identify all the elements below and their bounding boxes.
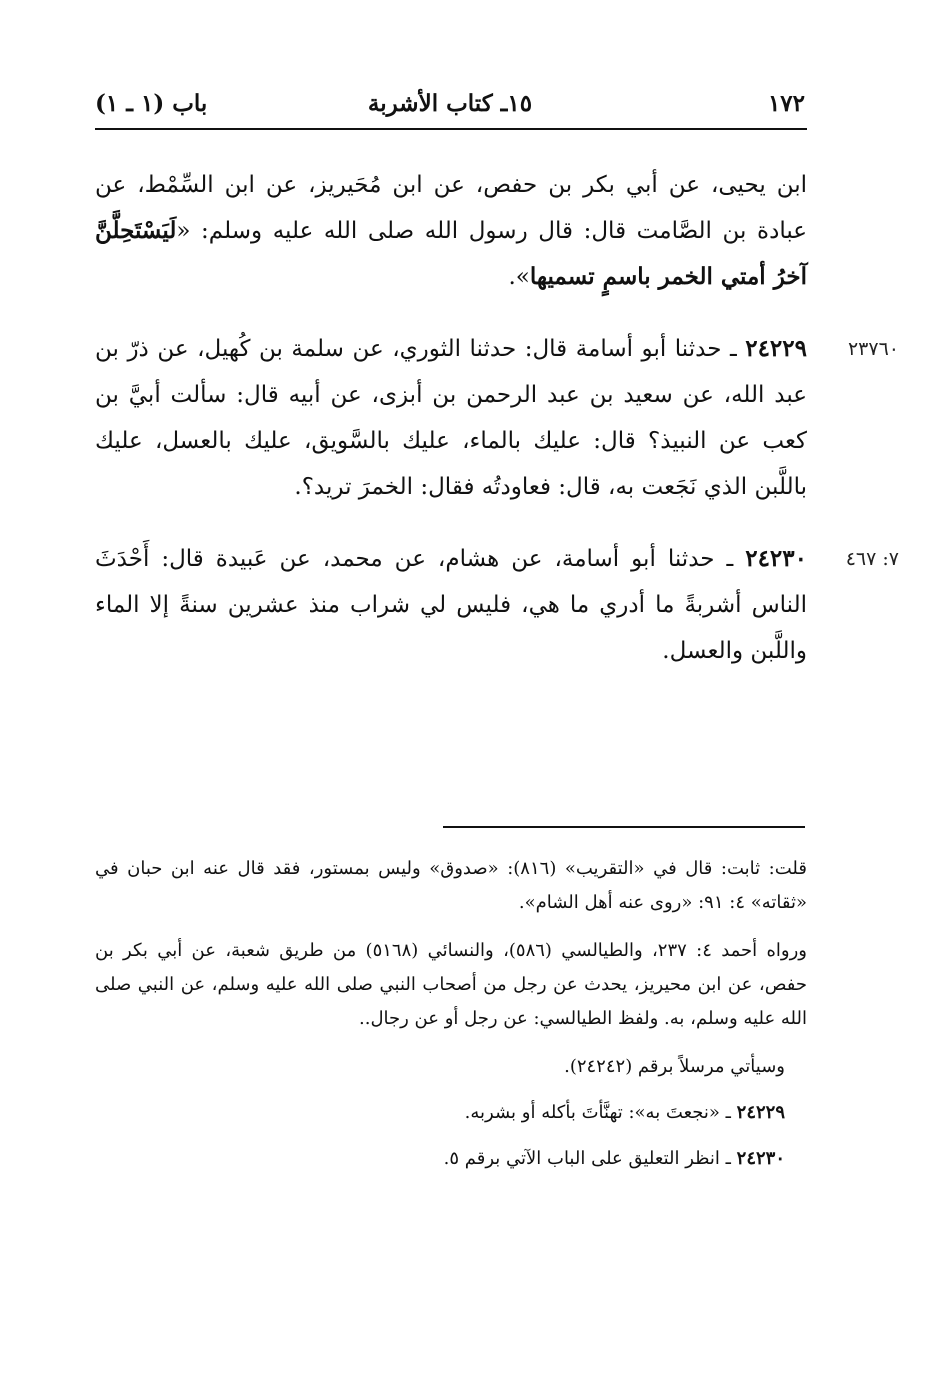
hadith-text-end: ». <box>508 264 530 290</box>
footnote <box>95 1142 807 1176</box>
footnote: وسيأتي مرسلاً برقم (٢٤٢٤٢). <box>564 1056 785 1077</box>
footnote-separator <box>443 826 805 828</box>
footnote-text: ـ انظر التعليق على الباب الآتي برقم ٥. <box>443 1148 737 1169</box>
hadith-24229 <box>95 326 899 510</box>
footnote-text: ـ «نجعتَ به»: تهنَّأتَ بأكله أو بشربه. <box>464 1102 737 1123</box>
chapter-label: باب (١ ـ ١) <box>95 90 208 117</box>
hadith-24230 <box>95 536 899 674</box>
footnote <box>95 1096 807 1130</box>
margin-reference: ٧: ٤٦٧ <box>845 548 899 570</box>
footnotes <box>95 852 807 1188</box>
hadith-text: ـ حدثنا أبو أسامة، عن هشام، عن محمد، عن عَبيدة قال: أَحْدَثَ الناس أشربةً ما أدري ما هي، فليس لي شراب منذ عشرين سنةً إلا الماء واللَّبن والعسل. <box>95 546 807 664</box>
footnote: قلت: ثابت: قال في «التقريب» (٨١٦): «صدوق» وليس بمستور، فقد قال عنه ابن حبان في «ثقاته» ٤: ٩١: «روى عنه أهل الشام». <box>95 858 807 913</box>
hadith-quote: لَيَسْتَحِلَّنَّ آخرُ أمتي الخمر باسمٍ تسميها <box>95 217 807 290</box>
margin-reference: ٢٣٧٦٠ <box>847 338 899 360</box>
hadith-text: ابن يحيى، عن أبي بكر بن حفص، عن ابن مُحَيريز، عن ابن السِّمْط، عن عبادة بن الصَّامت قال: قال رسول الله صلى الله عليه وسلم: « <box>95 172 807 244</box>
page-number: ١٧٢ <box>767 90 805 117</box>
footnote-number: ٢٤٢٢٩ <box>736 1102 785 1123</box>
hadith-number: ٢٤٢٢٩ <box>745 335 807 362</box>
footnote: ورواه أحمد ٤: ٢٣٧، والطيالسي (٥٨٦)، والنسائي (٥١٦٨) من طريق شعبة، عن أبي بكر بن حفص، عن ابن محيريز، يحدث عن رجل من أصحاب النبي صلى الله عليه وسلم، عن النبي صلى الله عليه وسلم، به. ولفظ الطيالسي: عن رجل أو عن رجال.. <box>95 940 807 1029</box>
footnote-number: ٢٤٢٣٠ <box>736 1148 785 1169</box>
hadith-continuation <box>95 162 807 300</box>
header-rule <box>95 128 807 130</box>
book-title: ١٥ـ كتاب الأشربة <box>367 90 533 117</box>
running-header <box>95 84 805 124</box>
hadith-number: ٢٤٢٣٠ <box>745 545 807 572</box>
hadith-text: ـ حدثنا أبو أسامة قال: حدثنا الثوري، عن سلمة بن كُهيل، عن ذرّ بن عبد الله، عن سعيد بن عبد الرحمن بن أبزى، عن أبيه قال: سألت أبيَّ بن كعب عن النبيذ؟ قال: عليك بالماء، عليك بالسَّويق، عليك بالعسل، عليك باللَّبن الذي نَجَعت به، قال: فعاودتُه فقال: الخمرَ تريد؟. <box>95 336 807 500</box>
main-text <box>95 162 899 700</box>
